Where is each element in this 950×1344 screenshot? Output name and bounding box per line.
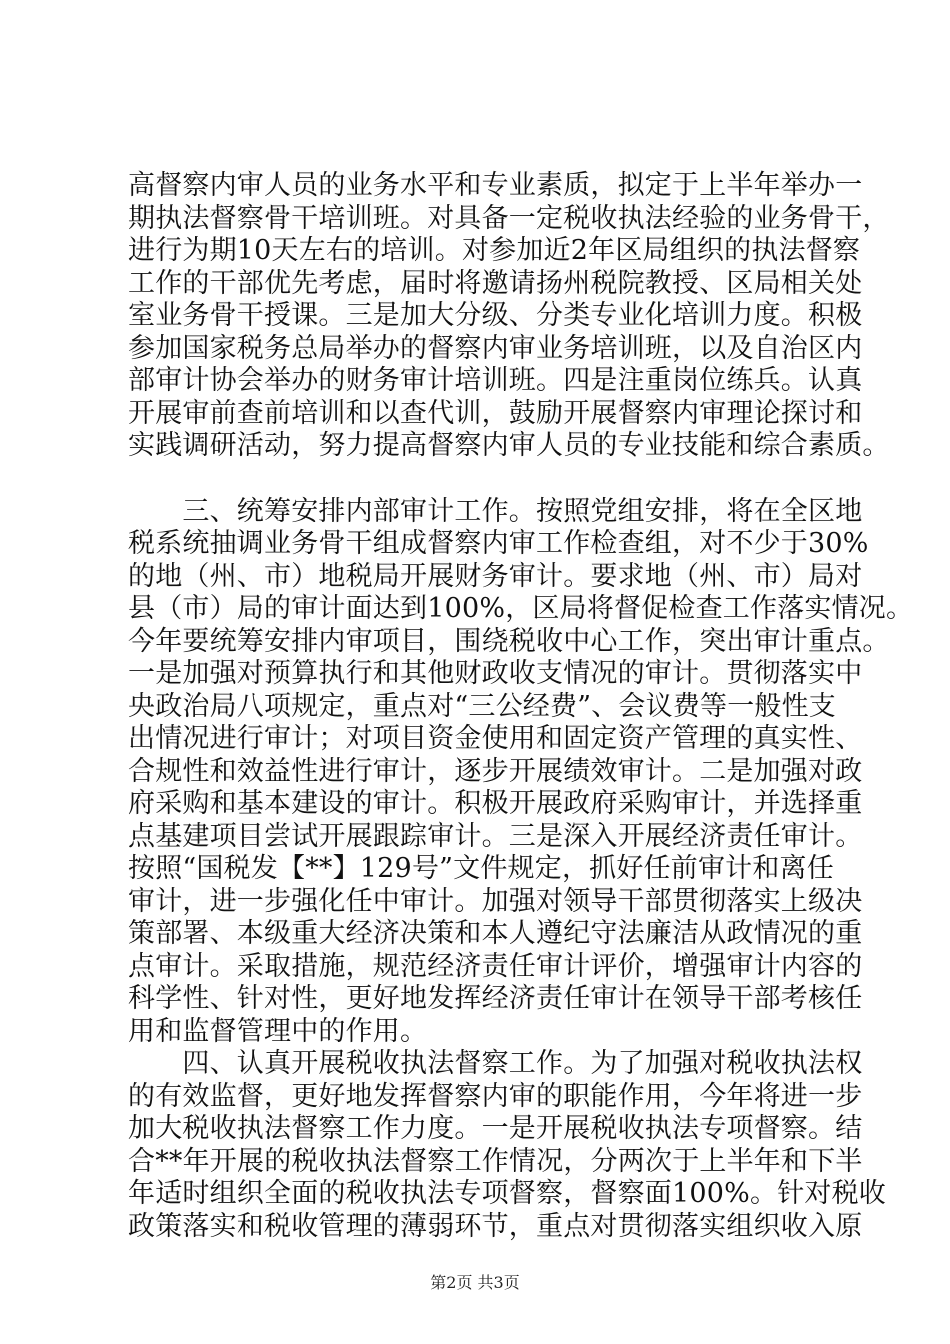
text-line: 的地（州、市）地税局开展财务审计。要求地（州、市）局对 xyxy=(128,560,863,592)
paragraph-training xyxy=(128,170,890,463)
text-line: 加大税收执法督察工作力度。一是开展税收执法专项督察。结 xyxy=(128,1113,863,1144)
text-line: 点基建项目尝试开展跟踪审计。三是深入开展经济责任审计。 xyxy=(128,820,863,852)
text-line: 期执法督察骨干培训班。对具备一定税收执法经验的业务骨干， xyxy=(128,202,890,234)
text-line: 三、统筹安排内部审计工作。按照党组安排，将在全区地 xyxy=(128,495,863,527)
text-line: 科学性、针对性，更好地发挥经济责任审计在领导干部考核任 xyxy=(128,983,863,1014)
text-line: 高督察内审人员的业务水平和专业素质，拟定于上半年举办一 xyxy=(128,170,863,201)
text-line: 点审计。采取措施，规范经济责任审计评价，增强审计内容的 xyxy=(128,950,863,982)
document-body xyxy=(128,170,914,1243)
text-line: 的有效监督，更好地发挥督察内审的职能作用，今年将进一步 xyxy=(128,1080,863,1112)
text-line: 按照“国税发【**】129号”文件规定，抓好任前审计和离任 xyxy=(128,853,834,884)
text-line: 政策落实和税收管理的薄弱环节，重点对贯彻落实组织收入原 xyxy=(128,1210,863,1242)
text-line: 参加国家税务总局举办的督察内审业务培训班，以及自治区内 xyxy=(128,332,863,364)
text-line: 出情况进行审计；对项目资金使用和固定资产管理的真实性、 xyxy=(128,723,863,754)
text-line: 部审计协会举办的财务审计培训班。四是注重岗位练兵。认真 xyxy=(128,365,863,396)
text-line: 开展审前查前培训和以查代训，鼓励开展督察内审理论探讨和 xyxy=(128,397,863,429)
text-line: 进行为期10天左右的培训。对参加近2年区局组织的执法督察 xyxy=(128,235,861,266)
text-line: 合规性和效益性进行审计，逐步开展绩效审计。二是加强对政 xyxy=(128,755,863,787)
paragraph-spacer xyxy=(128,463,828,496)
text-line: 央政治局八项规定，重点对“三公经费”、会议费等一般性支 xyxy=(128,690,837,722)
text-line: 四、认真开展税收执法督察工作。为了加强对税收执法权 xyxy=(128,1048,863,1079)
text-line: 合**年开展的税收执法督察工作情况，分两次于上半年和下半 xyxy=(128,1145,863,1177)
text-line: 策部署、本级重大经济决策和本人遵纪守法廉洁从政情况的重 xyxy=(128,918,863,949)
text-line: 审计，进一步强化任中审计。加强对领导干部贯彻落实上级决 xyxy=(128,885,863,917)
text-line: 工作的干部优先考虑，届时将邀请扬州税院教授、区局相关处 xyxy=(128,267,863,299)
text-line: 实践调研活动，努力提高督察内审人员的专业技能和综合素质。 xyxy=(128,430,890,461)
page-number-footer: 第2页 共3页 xyxy=(430,1273,520,1292)
text-line: 室业务骨干授课。三是加大分级、分类专业化培训力度。积极 xyxy=(128,300,863,331)
text-line: 税系统抽调业务骨干组成督察内审工作检查组，对不少于30% xyxy=(128,528,869,559)
paragraph-internal-audit xyxy=(128,495,914,1049)
paragraph-tax-enforcement xyxy=(128,1048,886,1243)
text-line: 县（市）局的审计面达到100%，区局将督促检查工作落实情况。 xyxy=(128,593,914,624)
text-line: 一是加强对预算执行和其他财政收支情况的审计。贯彻落实中 xyxy=(128,658,863,689)
text-line: 年适时组织全面的税收执法专项督察，督察面100%。针对税收 xyxy=(128,1178,886,1209)
text-line: 府采购和基本建设的审计。积极开展政府采购审计，并选择重 xyxy=(128,788,863,819)
text-line: 今年要统筹安排内审项目，围绕税收中心工作，突出审计重点。 xyxy=(128,625,890,657)
text-line: 用和监督管理中的作用。 xyxy=(128,1015,428,1047)
